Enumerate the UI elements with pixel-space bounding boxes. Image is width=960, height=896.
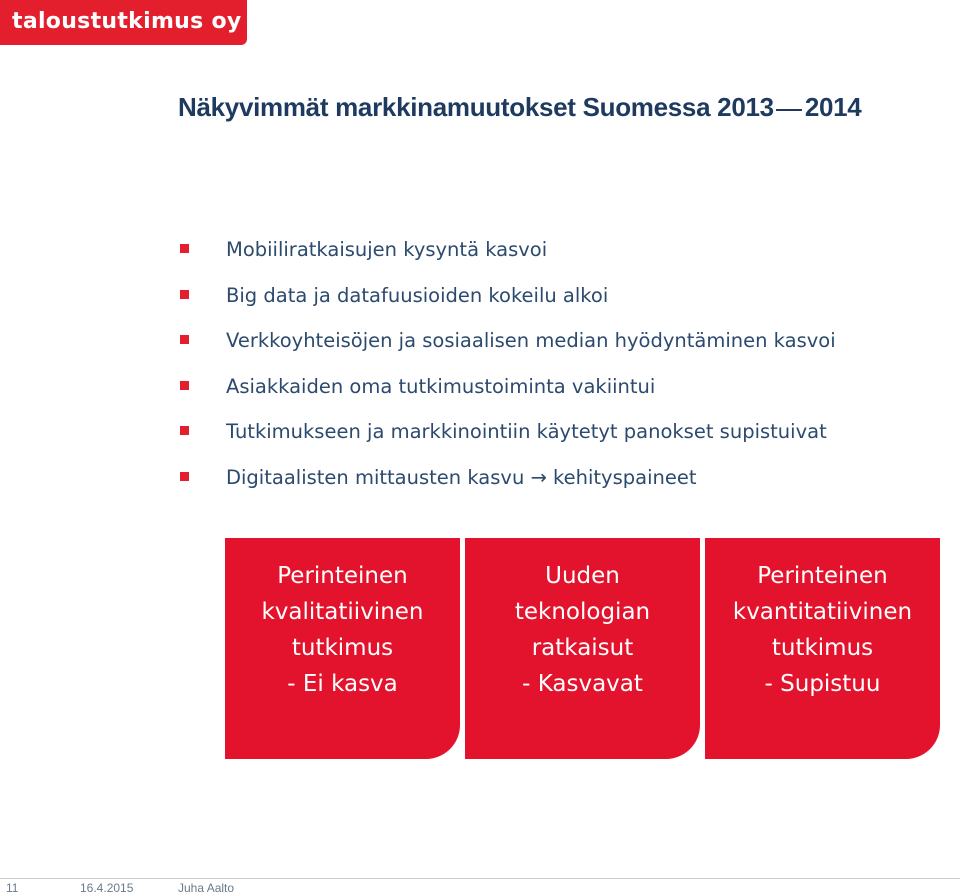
bullet-list <box>180 232 836 505</box>
footer-divider <box>0 878 960 879</box>
footer-author: Juha Aalto <box>178 881 235 895</box>
bullet-item <box>180 414 836 460</box>
bullet-item <box>180 323 836 369</box>
title-year-end: 2014 <box>804 92 862 122</box>
logo-text: taloustutkimus oy <box>12 9 242 34</box>
square-bullet-icon <box>180 244 189 253</box>
bullet-item <box>180 232 836 278</box>
footer-date: 16.4.2015 <box>80 881 134 895</box>
bullet-text: Mobiiliratkaisujen kysyntä kasvoi <box>226 238 548 261</box>
box-line: teknologian <box>514 598 651 625</box>
box-line: Uuden <box>545 562 620 589</box>
bullet-text: Digitaalisten mittausten kasvu → kehityspaineet <box>226 465 697 489</box>
slide-title <box>178 92 861 123</box>
box-line: Perinteinen <box>277 562 408 589</box>
bullet-item <box>180 460 836 506</box>
title-dash <box>776 109 802 111</box>
bullet-text: Tutkimukseen ja markkinointiin käytetyt panokset supistuivat <box>226 420 827 443</box>
box-line: - Supistuu <box>764 670 881 697</box>
summary-boxes <box>225 538 940 759</box>
box-line: - Ei kasva <box>287 670 398 697</box>
box-qualitative-research <box>225 538 460 759</box>
title-text: Näkyvimmät markkinamuutokset Suomessa 2013 <box>178 92 774 122</box>
box-line: Perinteinen <box>757 562 888 589</box>
box-line: kvalitatiivinen <box>261 598 424 625</box>
box-line: tutkimus <box>771 634 874 661</box>
box-line: tutkimus <box>291 634 394 661</box>
square-bullet-icon <box>180 290 189 299</box>
bullet-item <box>180 369 836 415</box>
bullet-item <box>180 278 836 324</box>
box-line: kvantitatiivinen <box>732 598 913 625</box>
bullet-text: Verkkoyhteisöjen ja sosiaalisen median hyödyntäminen kasvoi <box>226 329 836 352</box>
bullet-text: Asiakkaiden oma tutkimustoiminta vakiintui <box>226 374 656 398</box>
box-line: - Kasvavat <box>522 670 643 697</box>
slide-footer <box>0 878 960 896</box>
square-bullet-icon <box>180 426 189 435</box>
square-bullet-icon <box>180 381 189 390</box>
page-number: 11 <box>6 881 19 895</box>
square-bullet-icon <box>180 472 189 481</box>
box-quantitative-research <box>705 538 940 759</box>
square-bullet-icon <box>180 335 189 344</box>
bullet-text: Big data ja datafuusioiden kokeilu alkoi <box>226 283 609 307</box>
box-new-technology <box>465 538 700 759</box>
company-logo <box>0 0 247 45</box>
box-line: ratkaisut <box>531 634 634 661</box>
